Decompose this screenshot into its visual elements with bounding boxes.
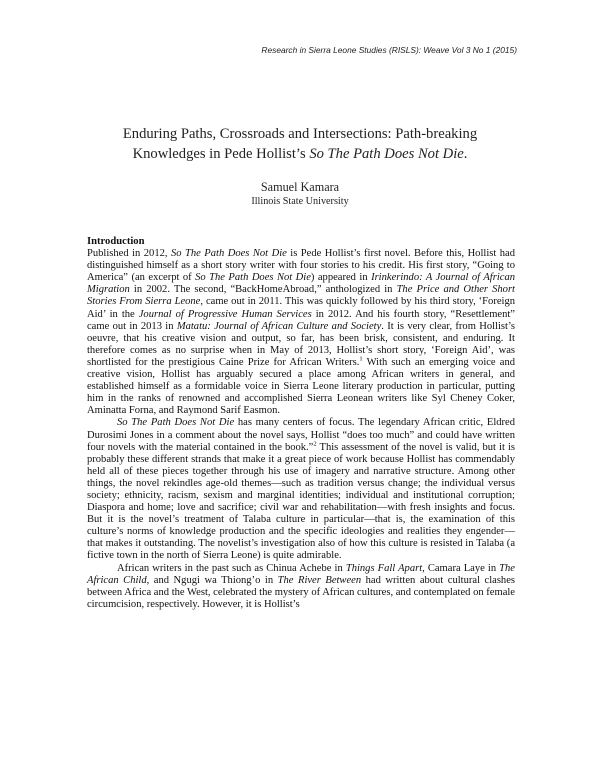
title-line-2-suffix: . bbox=[463, 146, 468, 162]
p3-text-3: , and Ngugi wa Thiong’o in bbox=[146, 574, 278, 586]
p1-text-7: . It is very clear, from Hollist’s oeuvre, that his creative vision and output, so far, has been brisk, consistent, and enduring. It therefore comes as no surprise when in May of 2013, Hollist’s short story, ‘Foreign Aid’, was shortlisted for the prestigious Caine Prize for African Writers. bbox=[87, 320, 515, 368]
title-book-name: So The Path Does Not Die bbox=[309, 146, 464, 162]
title-line-2 bbox=[90, 144, 510, 164]
p3-italic-3: The River Between bbox=[277, 574, 362, 586]
p1-italic-1: So The Path Does Not Die bbox=[170, 248, 287, 260]
paragraph-2 bbox=[87, 417, 515, 562]
p1-italic-5: Journal of Progressive Human Services bbox=[138, 308, 312, 320]
article-title bbox=[90, 124, 510, 164]
author-affiliation: Illinois State University bbox=[251, 196, 349, 207]
p1-text-6: in 2012. And his fourth story, “Resettlement” came out in 2013 in bbox=[87, 308, 515, 332]
p2-text-1: has many centers of focus. The legendary African critic, Eldred Durosimi Jones in a comment about the novel says, Hollist “does too much” and could have written four novels with the material contained in the book.” bbox=[87, 417, 515, 453]
running-header: Research in Sierra Leone Studies (RISLS): Weave Vol 3 No 1 (2015) bbox=[261, 45, 517, 55]
p3-italic-2: The African Child bbox=[87, 562, 515, 586]
p1-italic-4: The Price and Other Short Stories From Sierra Leone bbox=[87, 284, 515, 308]
title-line-2-prefix: Knowledges in Pede Hollist’s bbox=[132, 146, 310, 162]
p1-text-3: ) appeared in bbox=[310, 272, 372, 284]
p1-text-5: , came out in 2011. This was quickly followed by his third story, ‘Foreign Aid’ in the bbox=[87, 296, 515, 320]
title-line-1: Enduring Paths, Crossroads and Intersections: Path-breaking bbox=[122, 126, 478, 142]
footnote-ref-1[interactable]: 1 bbox=[359, 355, 363, 363]
p1-text-4: in 2002. The second, “BackHomeAbroad,” anthologized in bbox=[129, 284, 397, 296]
author-name: Samuel Kamara bbox=[260, 180, 340, 194]
section-heading: Introduction bbox=[87, 236, 145, 247]
p1-italic-3: Irinkerindo: A Journal of African Migration bbox=[87, 272, 515, 296]
footnote-ref-2[interactable]: 2 bbox=[313, 440, 317, 448]
p1-text-8: With such an emerging voice and creative vision, Hollist has arguably secured a place among African writers in general, and established himself as a formidable voice in Sierra Leone literary production in particular, putting him in the ranks of renowned and accomplished Sierra Leonean writers like Syl Cheney Coker, Aminatta Forna, and Raymond Sarif Easmon. bbox=[87, 356, 515, 417]
p1-italic-6: Matatu: Journal of African Culture and Society bbox=[176, 320, 382, 332]
p2-text-2: This assessment of the novel is valid, but it is probably these different strands that make it a great piece of work because Hollist has commendably held all of these pieces together through his use of imagery and narrative structure. Among other things, the novel rekindles age-old themes—such as tradition versus change; the individual versus society; ethnicity, racism, sexism and marginal identities; individual and institutional corruption; Diaspora and home; love and sacrifice; civil war and rehabilitation—with fresh insights and focus. But it is the novel’s treatment of Talaba culture in particular—that is, the examination of this culture’s norms of knowledge production and the specific ideologies and realities they engender—that makes it outstanding. The novelist’s investigation also of how this culture is resisted in Talaba (a fictive town in the north of Sierra Leone) is quite admirable. bbox=[87, 441, 516, 562]
p1-text-1: Published in 2012, bbox=[87, 248, 171, 260]
p1-text-2: is Pede Hollist’s first novel. Before this, Hollist had distinguished himself as a short story writer with four stories to his credit. His first story, “Going to America” (an excerpt of bbox=[87, 248, 515, 284]
paragraph-3 bbox=[87, 563, 515, 611]
p3-italic-1: Things Fall Apart bbox=[345, 562, 423, 574]
p1-italic-2: So The Path Does Not Die bbox=[195, 272, 311, 284]
p3-text-1: African writers in the past such as Chinua Achebe in bbox=[117, 562, 346, 574]
paragraph-1 bbox=[87, 248, 515, 417]
p3-text-4: had written about cultural clashes between Africa and the West, celebrated the mystery of African cultures, and contemplated on female circumcision, respectively. However, it is Hollist’s bbox=[87, 574, 515, 610]
p2-italic-1: So The Path Does Not Die bbox=[117, 417, 235, 429]
article-body bbox=[87, 236, 515, 611]
p3-text-2: , Camara Laye in bbox=[422, 562, 500, 574]
